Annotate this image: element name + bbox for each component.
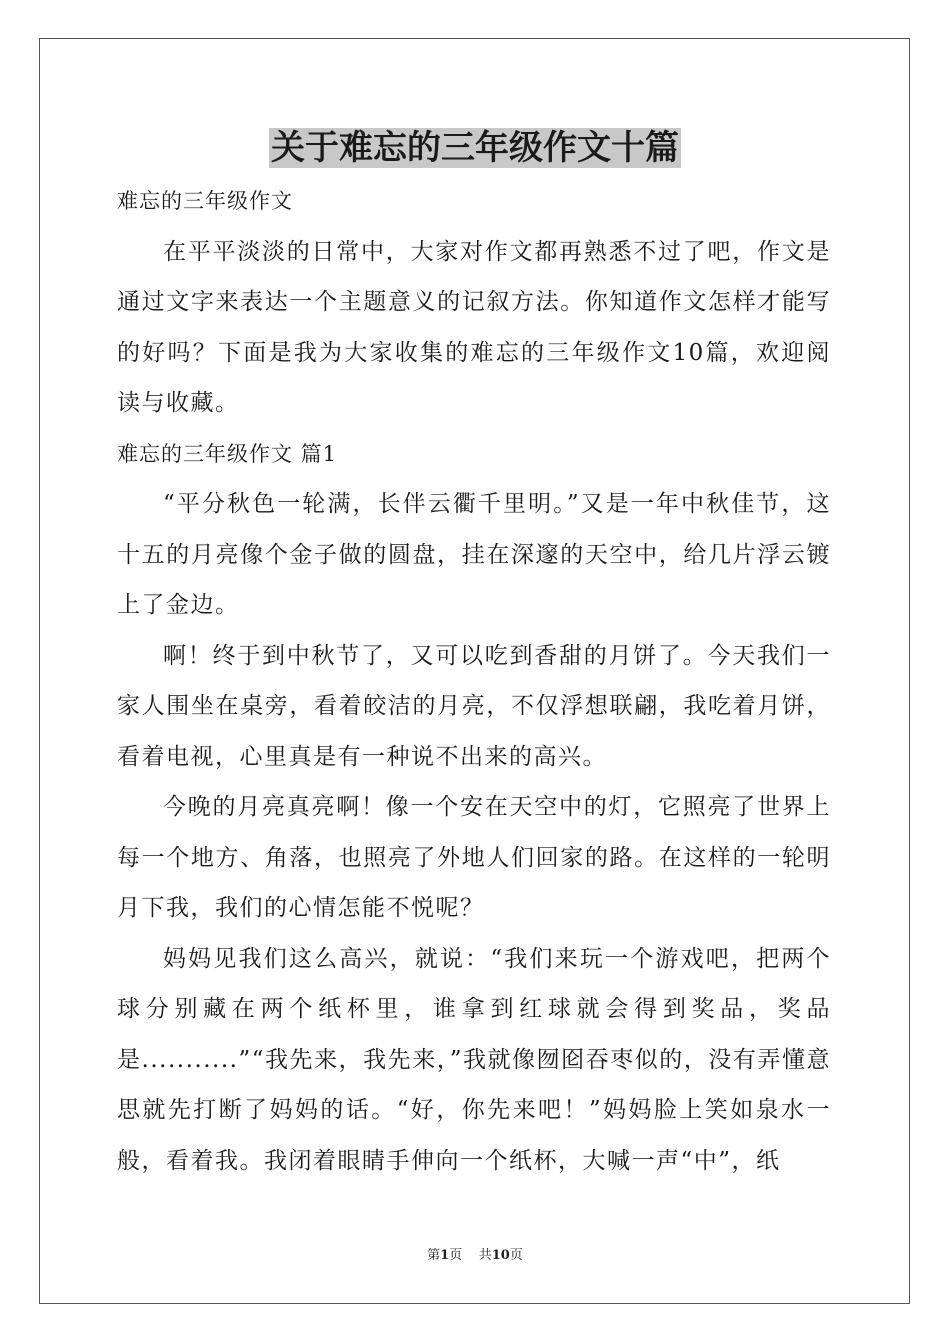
page-footer [0,1247,950,1265]
footer-page-suffix: 页 [449,1248,463,1263]
document-body [117,176,831,1186]
intro-paragraph: 在平平淡淡的日常中，大家对作文都再熟悉不过了吧，作文是通过文字来表达一个主题意义的记叙方法。你知道作文怎样才能写的好吗？下面是我为大家收集的难忘的三年级作文10篇，欢迎阅读与收藏。 [117,238,831,416]
body-paragraph-1: “平分秋色一轮满，长伴云衢千里明。”又是一年中秋佳节，这十五的月亮像个金子做的圆盘，挂在深邃的天空中，给几片浮云镀上了金边。 [117,491,831,618]
footer-page-number: 1 [440,1248,450,1263]
document-title-text: 关于难忘的三年级作文十篇 [271,128,679,168]
document-title [0,126,950,170]
footer-total-suffix: 页 [509,1248,523,1263]
body-paragraph-2: 啊！终于到中秋节了，又可以吃到香甜的月饼了。今天我们一家人围坐在桌旁，看着皎洁的月亮，不仅浮想联翩，我吃着月饼，看着电视，心里真是有一种说不出来的高兴。 [117,642,831,770]
footer-total-pages: 10 [491,1248,510,1263]
body-paragraph-4: 妈妈见我们这么高兴，就说：“我们来玩一个游戏吧，把两个球分别藏在两个纸杯里，谁拿到红球就会得到奖品，奖品是...........”“我先来，我先来，”我就像囫囵吞枣似的，没有弄懂意思就先打断了妈妈的话。“好，你先来吧！”妈妈脸上笑如泉水一般，看着我。我闭着眼睛手伸向一个纸杯，大喊一声“中”，纸 [117,945,831,1174]
section-heading: 难忘的三年级作文 篇1 [117,441,338,466]
footer-page-prefix: 第 [427,1248,441,1263]
document-subtitle: 难忘的三年级作文 [117,189,293,213]
body-paragraph-3: 今晚的月亮真亮啊！像一个安在天空中的灯，它照亮了世界上每一个地方、角落，也照亮了外地人们回家的路。在这样的一轮明月下我，我们的心情怎能不悦呢？ [117,794,831,921]
footer-total-prefix: 共 [478,1248,492,1263]
